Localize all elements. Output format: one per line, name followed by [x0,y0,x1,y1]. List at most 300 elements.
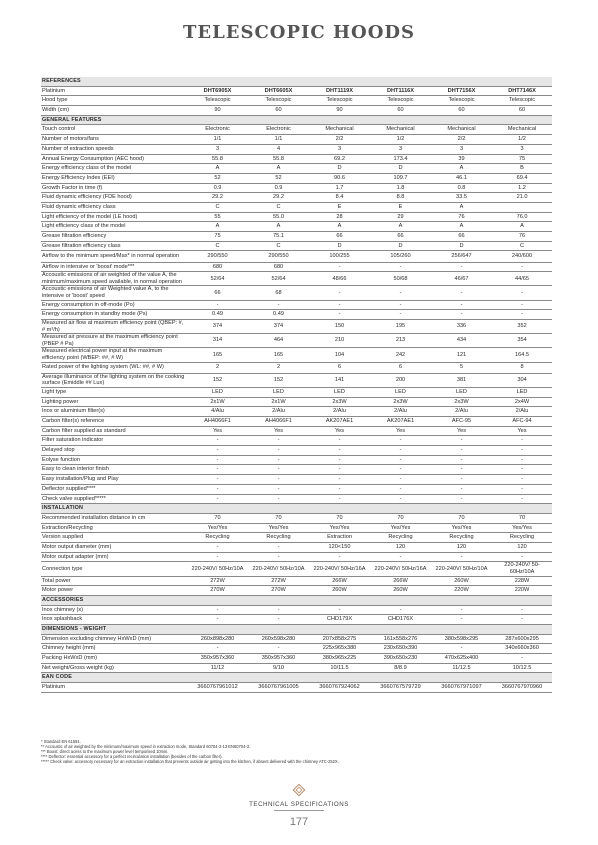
spec-row [41,446,552,456]
model-name: DHT7156X [431,86,492,96]
spec-row [41,576,552,586]
spec-value: 100/255 [309,251,370,262]
spec-value: 8 [492,362,552,373]
spec-value: A [187,164,248,174]
spec-value: 2/2 [309,135,370,145]
spec-value: Extraction [309,533,370,543]
spec-value: 66 [309,232,370,242]
spec-value: 60 [492,106,552,116]
spec-value: Mechanical [431,125,492,135]
spec-label: Motor output adapter (mm) [41,552,187,562]
spec-value: 3660767961005 [248,683,309,693]
spec-value: 11/12 [187,663,248,673]
spec-value: 2/Alu [492,407,552,417]
spec-label: Light efficiency of the model (LE hood) [41,212,187,222]
spec-value: 220W [492,586,552,596]
spec-value: - [492,300,552,310]
spec-value: - [187,542,248,552]
spec-row [41,96,552,106]
spec-value: 220-240V/ 50Hz/16A [309,562,370,576]
spec-value: 3660767971097 [431,683,492,693]
spec-label: Hood type [41,96,187,106]
spec-value: 2 [187,362,248,373]
spec-value: Mechanical [309,125,370,135]
spec-row [41,407,552,417]
spec-value: - [370,262,431,272]
spec-label: Width (cm) [41,106,187,116]
spec-value: 352 [492,320,552,334]
spec-value: B [492,164,552,174]
spec-row [41,173,552,183]
spec-value: Yes [370,426,431,436]
spec-label: Inox splashback [41,615,187,625]
spec-value: - [431,465,492,475]
spec-label: Grease filtration efficiency class [41,241,187,251]
spec-value: - [492,446,552,456]
spec-value: 90 [187,106,248,116]
spec-value: A [431,222,492,232]
spec-value: A [187,222,248,232]
spec-value: - [492,494,552,504]
spec-value: 464 [248,334,309,348]
spec-value: Telescopic [370,96,431,106]
spec-value: C [492,241,552,251]
spec-value: 66 [187,286,248,300]
spec-value: - [492,615,552,625]
spec-value: 8.4 [309,193,370,203]
spec-value: 76 [492,232,552,242]
spec-value: 2/Alu [431,407,492,417]
spec-value: 242 [370,348,431,362]
spec-value: 55.8 [248,154,309,164]
spec-value: E [309,202,370,212]
spec-value: - [431,475,492,485]
spec-value: 272W [187,576,248,586]
spec-value: D [370,241,431,251]
spec-value: 28 [309,212,370,222]
spec-value: 55.0 [248,212,309,222]
spec-value: 304 [492,373,552,387]
spec-label: Motor power [41,586,187,596]
spec-value: - [248,494,309,504]
spec-value: 69.4 [492,173,552,183]
spec-value: Yes/Yes [370,523,431,533]
spec-row [41,373,552,387]
spec-value: 3660767970960 [492,683,552,693]
page-number: 177 [289,816,309,828]
spec-value: - [492,654,552,664]
spec-value: - [492,605,552,615]
spec-label: Inox or aluminium filter(s) [41,407,187,417]
spec-value: - [309,286,370,300]
footer-section-label: TECHNICAL SPECIFICATIONS [249,801,349,808]
spec-value: 256/647 [431,251,492,262]
spec-label: Growth Factor in time (f) [41,183,187,193]
specifications-table-body [41,77,552,692]
spec-value: - [248,615,309,625]
model-name: DHT7146X [492,86,552,96]
spec-value: 52/64 [248,272,309,286]
spec-value: 380x965x225 [309,654,370,664]
spec-value: A [431,202,492,212]
spec-value: 374 [248,320,309,334]
spec-value: C [187,202,248,212]
spec-value: Recycling [187,533,248,543]
spec-label: Inox chimney (x) [41,605,187,615]
spec-value: - [492,475,552,485]
section-header-row [41,115,552,125]
spec-value: 76 [431,212,492,222]
spec-row [41,193,552,203]
section-header-row [41,504,552,514]
footnote: *** Boost: direct acess to the maximum power level temporised 10min. [41,748,169,754]
spec-label: Accoustic emissions of air Weighted value A, to the intensive or 'boost' speed [41,286,187,300]
spec-value: 104 [309,348,370,362]
spec-value: 173.4 [370,154,431,164]
spec-value: 220-240V/ 50Hz/10A [431,562,492,576]
specifications-table [41,77,552,693]
spec-label: Rated power of the lighting system (WL: ##, # W) [41,362,187,373]
spec-label: Total power [41,576,187,586]
model-name: DHT6905X [187,86,248,96]
spec-label: Energy Efficiency Index (EEI) [41,173,187,183]
spec-value: 75.1 [248,232,309,242]
spec-value: 66 [370,232,431,242]
spec-row [41,417,552,427]
spec-value: 21.0 [492,193,552,203]
spec-value: - [370,605,431,615]
spec-label: Number of motors/fans [41,135,187,145]
spec-value: - [248,465,309,475]
spec-value: 381 [431,373,492,387]
section-header-row [41,624,552,634]
spec-value: 2x3W [309,397,370,407]
spec-value: C [187,241,248,251]
spec-value: - [370,286,431,300]
spec-label: Net weight/Gross weight (kg) [41,663,187,673]
spec-row [41,183,552,193]
spec-label: Measured air pressure at the maximum efficiency point (PBEP # Pa) [41,334,187,348]
spec-value: 3660767924062 [309,683,370,693]
spec-label: Touch control [41,125,187,135]
spec-value: Yes [187,426,248,436]
spec-value: - [431,552,492,562]
section-header-row [41,673,552,683]
spec-row [41,144,552,154]
spec-value: - [187,552,248,562]
spec-label: Fluid dynamic efficiency (FDE hood) [41,193,187,203]
spec-value: - [492,286,552,300]
logo-diamond-icon [292,783,306,797]
spec-label: Version supplied [41,533,187,543]
spec-value: 1.2 [492,183,552,193]
spec-value: D [309,164,370,174]
spec-value: 0.9 [248,183,309,193]
spec-label: Carbon filter(s) reference [41,417,187,427]
spec-value: LED [431,387,492,397]
spec-row [41,135,552,145]
spec-value: 105/260 [370,251,431,262]
spec-value: 260x898x280 [187,634,248,644]
spec-row [41,334,552,348]
spec-value: 3 [431,144,492,154]
spec-label: Light efficiency class of the model [41,222,187,232]
spec-label: Delayed stop [41,446,187,456]
spec-value: - [431,436,492,446]
spec-label: Filter saturation indicator [41,436,187,446]
spec-row [41,397,552,407]
spec-row [41,272,552,286]
spec-row [41,251,552,262]
spec-value: 150 [309,320,370,334]
spec-row [41,387,552,397]
spec-label: Dimension excluding chimney HxWxD (mm) [41,634,187,644]
footnote: **** Deflector: essential accessory for a perfect recirculation installation (besides of the carbon filter). [41,753,223,759]
spec-value: 70 [187,513,248,523]
spec-row [41,232,552,242]
footnote: * Standard EN 61591. [41,739,81,744]
spec-value: - [187,605,248,615]
spec-value: 2x3W [431,397,492,407]
spec-value: 260x598x280 [248,634,309,644]
spec-value: 10/11.5 [309,663,370,673]
spec-value: Telescopic [248,96,309,106]
spec-value: A [431,164,492,174]
spec-value: Recycling [492,533,552,543]
spec-value: CHD179X [309,615,370,625]
spec-row [41,362,552,373]
spec-value: AH4066F1 [187,417,248,427]
spec-value: 260W [370,586,431,596]
spec-value: 1/2 [370,135,431,145]
spec-value: - [187,615,248,625]
spec-value: 29.2 [187,193,248,203]
spec-value: 213 [370,334,431,348]
spec-row [41,552,552,562]
spec-row [41,484,552,494]
spec-value: 52 [187,173,248,183]
spec-row [41,106,552,116]
spec-value: 4/Alu [187,407,248,417]
spec-value: - [248,552,309,562]
spec-value: - [370,475,431,485]
footnote: ** Accoustic of air weighted by the minimum/maximum speed in extraction mode, Standard 60704-2-13 EN60704-3. [41,743,251,749]
spec-row [41,436,552,446]
spec-row [41,663,552,673]
spec-value: 9/10 [248,663,309,673]
spec-value: 120 [492,542,552,552]
spec-value: 1/1 [187,135,248,145]
spec-value: 120<150 [309,542,370,552]
footer-divider [274,810,324,811]
spec-value: 70 [309,513,370,523]
spec-value: 2x3W [370,397,431,407]
spec-value: Telescopic [187,96,248,106]
spec-value: - [431,605,492,615]
spec-row [41,562,552,576]
spec-label: Motor output diameter (mm) [41,542,187,552]
spec-value: - [370,494,431,504]
spec-row [41,286,552,300]
spec-value: 55 [187,212,248,222]
spec-label: Energy efficiency class of the model [41,164,187,174]
spec-value: 336 [431,320,492,334]
spec-value: - [492,436,552,446]
section-title: INSTALLATION [41,504,552,514]
spec-value: CHD176X [370,615,431,625]
spec-value: 69.2 [309,154,370,164]
spec-value: 350x957x360 [248,654,309,664]
spec-value: Yes/Yes [187,523,248,533]
spec-row [41,542,552,552]
spec-value: - [492,455,552,465]
spec-value: 141 [309,373,370,387]
spec-value: A [492,222,552,232]
spec-value: Yes/Yes [431,523,492,533]
spec-row [41,615,552,625]
spec-value: 70 [248,513,309,523]
spec-value: C [248,241,309,251]
spec-value: AH4066F1 [248,417,309,427]
spec-value: 6 [370,362,431,373]
spec-value: 4 [248,144,309,154]
spec-value: 44/65 [492,272,552,286]
spec-row [41,683,552,693]
spec-value: Yes/Yes [309,523,370,533]
spec-value: - [431,484,492,494]
spec-value: 60 [431,106,492,116]
spec-value: 260W [309,586,370,596]
spec-value: - [309,484,370,494]
spec-value: - [370,300,431,310]
spec-row [41,164,552,174]
spec-value: - [431,494,492,504]
spec-value: - [187,644,248,654]
spec-value: - [248,605,309,615]
spec-value: 2/Alu [248,407,309,417]
spec-value: 8.8 [370,193,431,203]
section-title: DIMENSIONS - WEIGHT [41,624,552,634]
spec-value: 3 [309,144,370,154]
spec-value: - [431,615,492,625]
spec-value: - [431,446,492,456]
spec-value: 287x600x295 [492,634,552,644]
spec-value: LED [187,387,248,397]
spec-value: 70 [370,513,431,523]
spec-value: - [187,436,248,446]
spec-value: - [370,465,431,475]
spec-label: Grease filtration efficiency [41,232,187,242]
footnote: ***** Check valve: accessory necessary for an extraction installation that prevents outside air getting into the kitchen, if absent delivered with the chimney ATC-252X. [41,758,339,764]
spec-value: - [309,310,370,320]
spec-label: Lighting power [41,397,187,407]
spec-value: 470x625x400 [431,654,492,664]
spec-value: 390x650x230 [370,654,431,664]
spec-label: Extraction/Recycling [41,523,187,533]
spec-value: 70 [431,513,492,523]
spec-value: - [309,262,370,272]
section-title: GENERAL FEATURES [41,115,552,125]
spec-value: 220-240V/ 50Hz/10A [187,562,248,576]
spec-value: 10/12.5 [492,663,552,673]
spec-value: Electronic [187,125,248,135]
spec-value: - [370,484,431,494]
spec-value: 121 [431,348,492,362]
spec-value: - [492,484,552,494]
spec-value: 220-240V/ 50-60Hz/10A [492,562,552,576]
spec-value: 109.7 [370,173,431,183]
spec-row [41,222,552,232]
spec-row [41,212,552,222]
spec-value: E [370,202,431,212]
spec-value: - [248,455,309,465]
spec-label: Fluid dynamic efficiency class [41,202,187,212]
spec-value: 2 [248,362,309,373]
spec-value: 3 [492,144,552,154]
spec-value: Yes/Yes [248,523,309,533]
spec-value: 152 [187,373,248,387]
spec-value: 165 [187,348,248,362]
spec-value: 207x858x275 [309,634,370,644]
spec-value: - [248,436,309,446]
spec-value: 210 [309,334,370,348]
spec-row [41,605,552,615]
page-title: TELESCOPIC HOODS [182,22,416,43]
spec-value: - [187,465,248,475]
spec-row [41,586,552,596]
spec-value: - [187,494,248,504]
spec-value: 33.5 [431,193,492,203]
spec-value: 266W [370,576,431,586]
spec-label: Easy to clean interior finish [41,465,187,475]
spec-value: 152 [248,373,309,387]
spec-row [41,154,552,164]
spec-value: A [248,222,309,232]
spec-value: - [248,484,309,494]
spec-value: AFC-95 [431,417,492,427]
spec-value: 1/2 [492,135,552,145]
spec-value: Recycling [248,533,309,543]
spec-value: Yes [492,426,552,436]
spec-value: - [309,300,370,310]
spec-row [41,262,552,272]
spec-label: Energy consumption in off-mode (Po) [41,300,187,310]
spec-label: Eolyse function [41,455,187,465]
spec-value: 200 [370,373,431,387]
spec-value: 314 [187,334,248,348]
spec-value: Telescopic [431,96,492,106]
spec-value: 195 [370,320,431,334]
spec-value: 354 [492,334,552,348]
spec-row [41,241,552,251]
spec-label: Energy consumption in standby mode (Ps) [41,310,187,320]
spec-value: 76.0 [492,212,552,222]
spec-value: 66 [431,232,492,242]
spec-value: 52 [248,173,309,183]
spec-value: - [309,552,370,562]
spec-value: - [370,436,431,446]
spec-value: 70 [492,513,552,523]
spec-value: 50/68 [370,272,431,286]
spec-value: A [248,164,309,174]
spec-value: D [309,241,370,251]
spec-value: - [309,494,370,504]
spec-label: Carbon filter supplied as standard [41,426,187,436]
spec-row [41,125,552,135]
spec-label: Packing HxWxD (mm) [41,654,187,664]
spec-value: AFC-94 [492,417,552,427]
spec-value: A [370,222,431,232]
